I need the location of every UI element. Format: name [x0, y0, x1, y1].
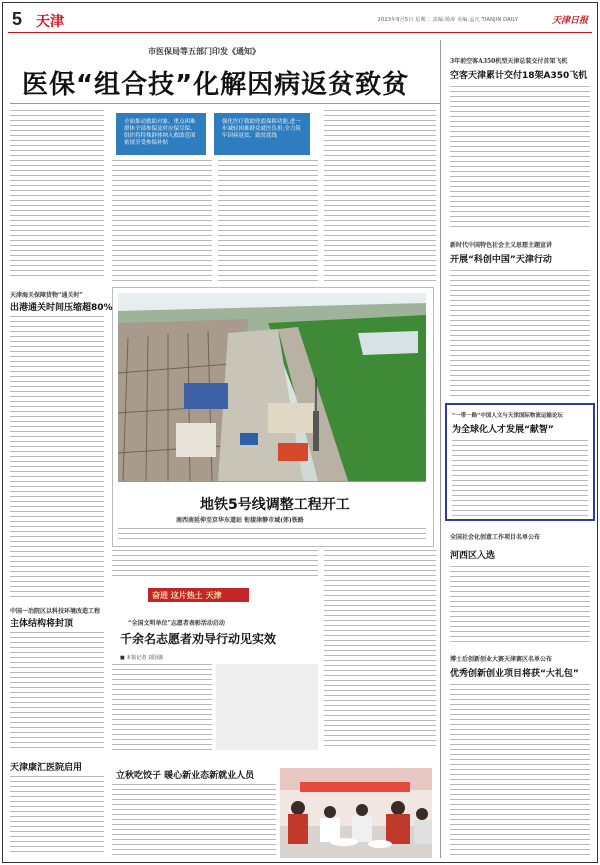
story-body [112, 784, 276, 858]
main-text-col4 [324, 110, 436, 282]
story-body [452, 440, 588, 516]
photo-headline[interactable]: 地铁5号线调整工程开工 [200, 497, 350, 513]
story-kicker: 全国社会化创意工作项目名单公布 [450, 534, 541, 541]
story-title[interactable]: 河西区入选 [450, 551, 496, 561]
story-body [450, 684, 590, 856]
story-kicker: 新时代中国特色社会主义思想主题宣讲 [450, 242, 553, 249]
story-body [450, 566, 590, 646]
column-divider [440, 40, 441, 858]
column-banner [148, 588, 249, 602]
story-body [450, 270, 590, 396]
masthead-bar [8, 6, 592, 33]
main-text-col2 [112, 160, 212, 282]
story-title[interactable]: 主体结构将封顶 [10, 619, 74, 629]
story-title[interactable]: 空客天津累计交付18架A350飞机 [450, 71, 588, 81]
banner-text: 奋进 这片热土 天津 [152, 590, 222, 600]
story-title[interactable]: 千余名志愿者劝导行动见实效 [120, 632, 277, 646]
story-kicker: “一带一路”中国人文与天津国际物流运输论坛 [452, 413, 563, 419]
byline: ■ 本报记者 刘国强 [120, 655, 163, 661]
story-body [112, 550, 318, 580]
divider [118, 481, 426, 482]
photo-subhead: 南西南延伸至京华东道站 衔接津静市域(郊)铁路 [176, 517, 304, 524]
story-body [450, 86, 590, 228]
story-title[interactable]: 天津康汇医院启用 [10, 763, 83, 773]
story-body [112, 664, 212, 752]
story-kicker: 中国一冶院区以科技环境改造工程 [10, 608, 101, 615]
photo-caption [118, 528, 426, 542]
newspaper-logo: 天津日报 [551, 16, 588, 26]
story-kicker: 天津海关保障货物“通关时” [10, 292, 83, 299]
story-title[interactable]: 出港通关时间压缩超80% [10, 303, 113, 313]
callout-right: 强化医疗救助兜底保障功能,进一步减轻困难群众就医负担,全力筑牢因病返贫、致贫底线 [214, 113, 310, 155]
story-body [10, 316, 104, 598]
construction-site-photo[interactable] [118, 293, 426, 481]
story-body [324, 550, 436, 750]
story-title[interactable]: 立秋吃饺子 暖心新业态新就业人员 [116, 771, 255, 781]
story-kicker: 3年前空客A350机型天津总装交付首架飞机 [450, 58, 568, 65]
divider [10, 103, 440, 104]
story-title[interactable]: 开展“科创中国”天津行动 [450, 255, 552, 265]
story-title[interactable]: 优秀创新创业项目将获“大礼包” [450, 669, 579, 679]
left-column-text [10, 110, 104, 280]
story-kicker: “全国文明单位”志愿者表彰活动启动 [128, 620, 225, 627]
dateline: 2023年9月5日 星期二 责编:杨涛 美编:孟凡 TIANJIN DAILY [377, 17, 518, 23]
volunteer-photo[interactable] [216, 664, 318, 750]
page-number: 5 [12, 9, 23, 29]
callout-left: 全面推动救助对象、重点困难群体全部参保及时应保尽保、组织将特殊群体纳入救助范围依规享受参保补贴 [116, 113, 206, 155]
story-body [10, 776, 104, 856]
section-label[interactable]: 天津 [36, 14, 64, 30]
main-text-col3 [218, 160, 318, 282]
dumpling-event-photo[interactable] [280, 768, 432, 858]
story-kicker: 博士后创新创业大赛天津赛区名单公布 [450, 656, 553, 663]
story-body [10, 632, 104, 750]
main-kicker: 市医保局等五部门印发《通知》 [148, 46, 260, 56]
main-headline[interactable]: 医保“组合技”化解因病返贫致贫 [22, 70, 410, 100]
story-title[interactable]: 为全球化人才发展“献智” [452, 425, 554, 435]
